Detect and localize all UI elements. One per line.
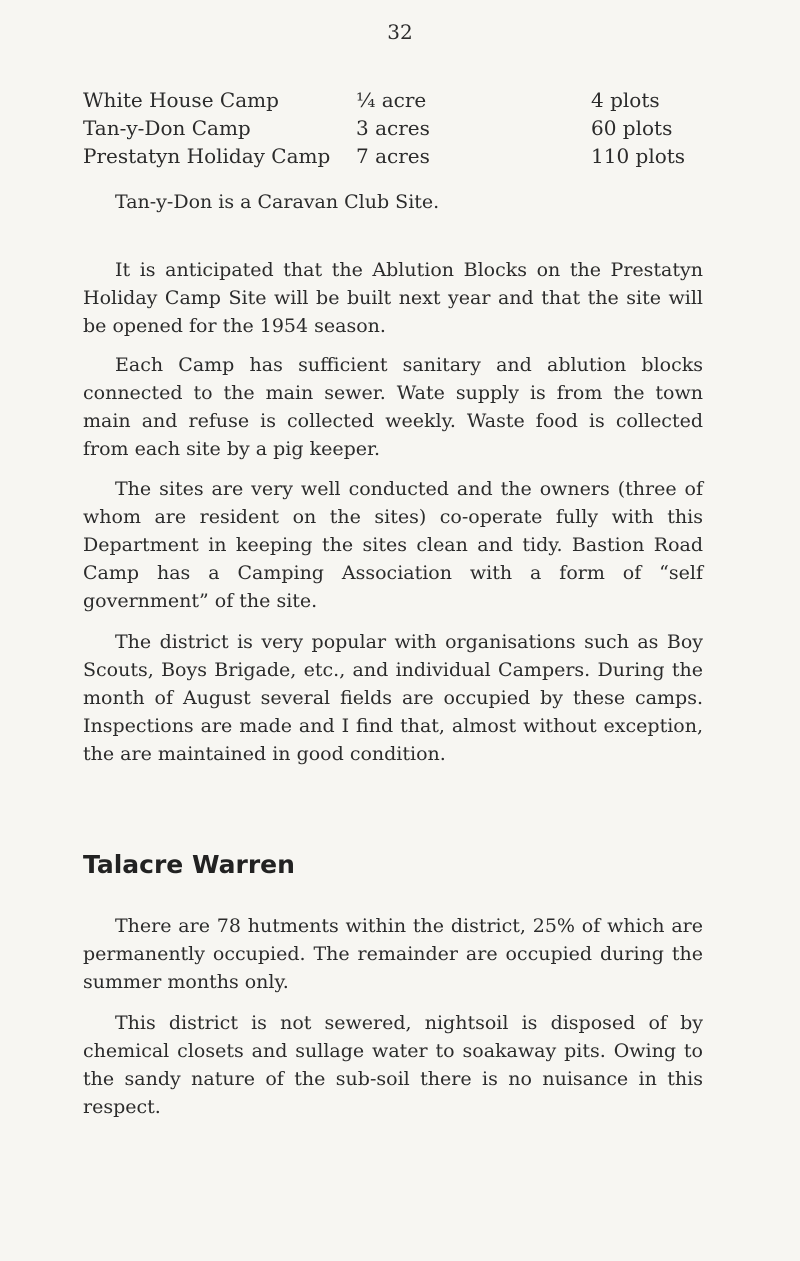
- paragraph-sanitary: Each Camp has sufficient sanitary and ablution blocks connected to the main sewer. Wate supply is from the town main and refuse is collected weekly. Waste food is collected from each site by a pig keeper.: [83, 354, 703, 460]
- camp-name: White House Camp: [83, 88, 279, 112]
- camp-row: [83, 142, 703, 170]
- page-number: 32: [387, 20, 413, 44]
- section-heading: Talacre Warren: [83, 850, 295, 879]
- camp-row: [83, 86, 703, 114]
- camp-name: Prestatyn Holiday Camp: [83, 144, 331, 168]
- camp-row: [83, 114, 703, 142]
- caravan-site-note: Tan-y-Don is a Caravan Club Site.: [115, 191, 440, 213]
- camp-name: Tan-y-Don Camp: [83, 116, 251, 140]
- camp-plots: 110 plots: [591, 144, 686, 168]
- camp-table: [83, 86, 703, 170]
- paragraph-ablution-blocks: It is anticipated that the Ablution Blocks on the Prestatyn Holiday Camp Site will be built next year and that the site will be opened for the 1954 season.: [83, 259, 703, 337]
- paragraph-district-camps: The district is very popular with organisations such as Boy Scouts, Boys Brigade, etc., and individual Campers. During the month of August several fields are occupied by these camps. Inspections are made and I find that, almost without exception, the are maintained in good condition.: [83, 631, 703, 765]
- paragraph-site-conduct: The sites are very well conducted and the owners (three of whom are resident on the sites) co-operate fully with this Department in keeping the sites clean and tidy. Bastion Road Camp has a Camping Association with a form of “self government” of the site.: [83, 478, 703, 612]
- camp-plots: 4 plots: [591, 88, 660, 112]
- camp-plots: 60 plots: [591, 116, 673, 140]
- paragraph-sewerage: This district is not sewered, nightsoil is disposed of by chemical closets and sullage water to soakaway pits. Owing to the sandy nature of the sub-soil there is no nuisance in this respect.: [83, 1012, 703, 1118]
- camp-area: 7 acres: [356, 144, 430, 168]
- camp-area: 3 acres: [356, 116, 430, 140]
- camp-area: ¼ acre: [356, 88, 427, 112]
- paragraph-hutments: There are 78 hutments within the district, 25% of which are permanently occupied. The remainder are occupied during the summer months only.: [83, 915, 703, 993]
